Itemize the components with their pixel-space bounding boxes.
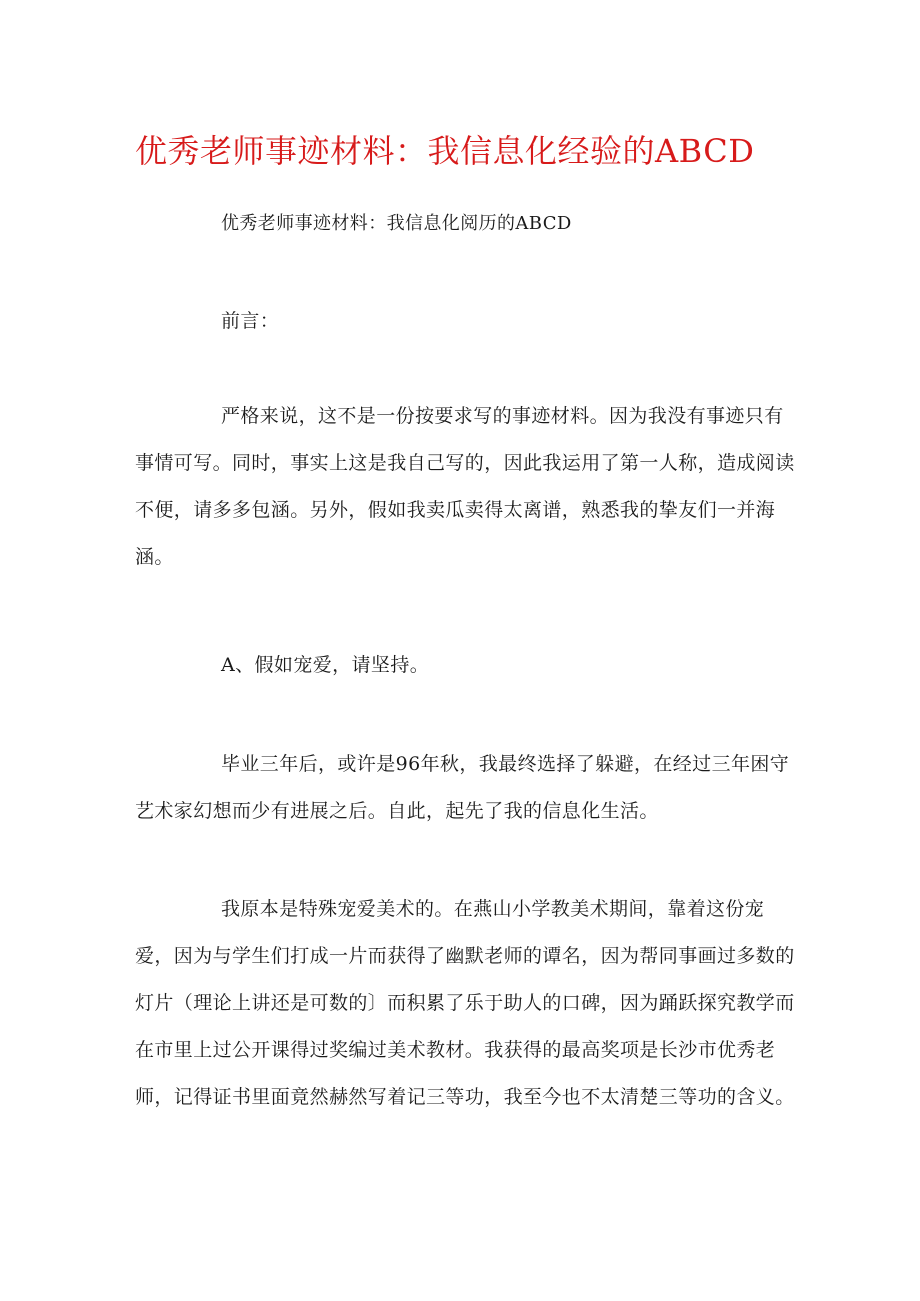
preface-heading: 前言： bbox=[221, 310, 280, 332]
document-title: 优秀老师事迹材料：我信息化经验的ABCD bbox=[135, 132, 755, 170]
body-paragraph: 我原本是特殊宠爱美术的。在燕山小学教美术期间，靠着这份宠爱，因为与学生们打成一片而获得了幽默老师的谭名，因为帮同事画过多数的灯片（理论上讲还是可数的〕而积累了乐于助人的口碑，因为踊跃探究教学而在市里上过公开课得过奖编过美术教材。我获得的最高奖项是长沙市优秀老师，记得证书里面竟然赫然写着记三等功，我至今也不太清楚三等功的含义。 bbox=[135, 898, 795, 1108]
section-a-heading: A、假如宠爱，请坚持。 bbox=[221, 654, 430, 676]
document-subtitle: 优秀老师事迹材料：我信息化阅历的ABCD bbox=[221, 213, 572, 234]
body-paragraph: 毕业三年后，或许是96年秋，我最终选择了躲避，在经过三年困守艺术家幻想而少有进展之后。自此，起先了我的信息化生活。 bbox=[135, 753, 790, 822]
preface-paragraph: 严格来说，这不是一份按要求写的事迹材料。因为我没有事迹只有事情可写。同时，事实上这是我自己写的，因此我运用了第一人称，造成阅读不便，请多多包涵。另外，假如我卖瓜卖得太离谱，熟悉我的挚友们一并海涵。 bbox=[135, 405, 795, 568]
